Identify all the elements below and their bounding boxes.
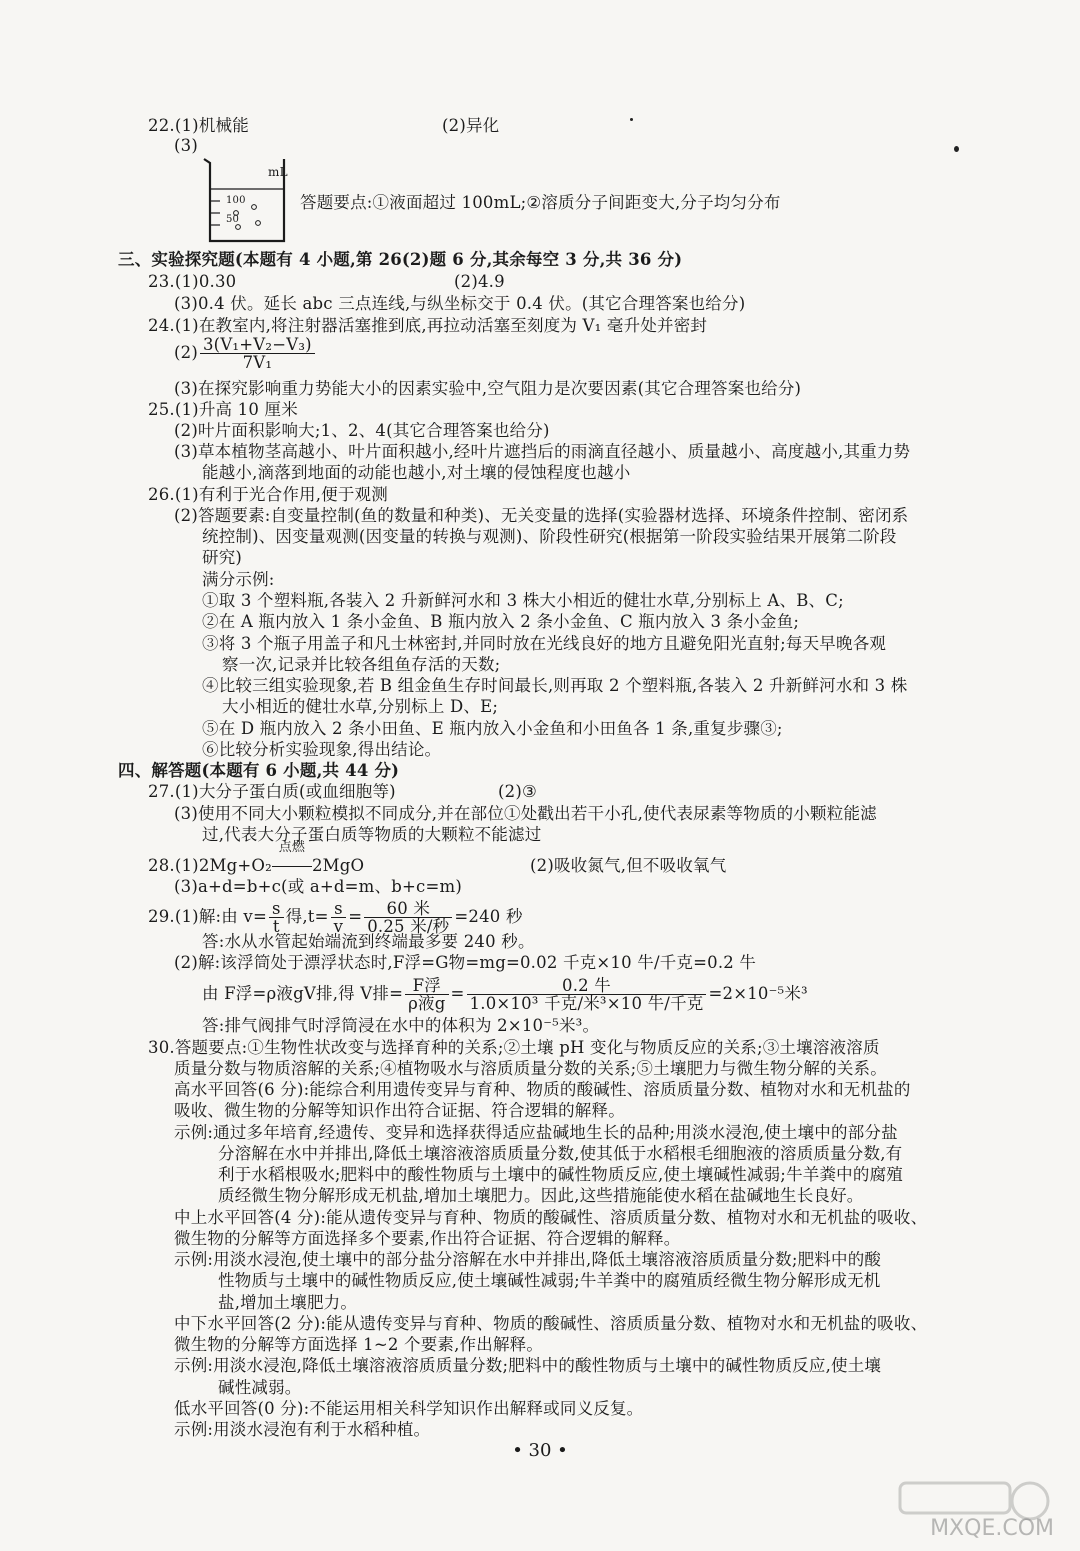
q29-l4-pre: 由 F浮=ρ液gV排,得 V排= <box>202 984 404 1003</box>
scan-speck <box>630 118 633 121</box>
q29-frac5-num: 0.2 牛 <box>467 977 707 995</box>
q24-line1: 24.(1)在教室内,将注射器活塞推到底,再拉动活塞至刻度为 V₁ 毫升处并密封 <box>148 316 708 335</box>
q26-step5: ⑤在 D 瓶内放入 2 条小田鱼、E 瓶内放入小金鱼和小田鱼各 1 条,重复步骤③; <box>202 719 783 738</box>
q23-line1b: (2)4.9 <box>454 272 505 291</box>
q28-products: 2MgO <box>311 856 365 875</box>
q22-answer: 答题要点:①液面超过 100mL;②溶质分子间距变大,分子均匀分布 <box>300 193 781 212</box>
q26-step1: ①取 3 个塑料瓶,各装入 2 升新鲜河水和 3 株大小相近的健壮水草,分别标上 A、B、C; <box>202 591 844 610</box>
q30-line17: 碱性减弱。 <box>218 1378 302 1397</box>
q24-line2 <box>174 336 317 371</box>
scan-speck <box>954 146 959 152</box>
q30-line2: 质量分数与物质溶解的关系;④植物吸水与溶质质量分数的关系;⑤土壤肥力与微生物分解的关系。 <box>174 1059 887 1078</box>
q30-line18: 低水平回答(0 分):不能运用相关科学知识作出解释或同义反复。 <box>174 1399 644 1418</box>
q29-frac-values <box>364 900 452 935</box>
q28-reaction-arrow <box>272 840 312 876</box>
q26-line3: 统控制)、因变量观测(因变量的转换与观测)、阶段性研究(根据第一阶段实验结果开展第二阶段 <box>202 527 897 546</box>
q26-line1: 26.(1)有利于光合作用,便于观测 <box>148 485 388 504</box>
q30-line6: 分溶解在水中并排出,降低土壤溶液溶质质量分数,使其低于水稻根毛细胞液的溶质质量分数,有 <box>218 1144 903 1163</box>
q28-condition: 点燃 <box>278 840 306 855</box>
q24-prefix: (2) <box>174 343 198 362</box>
q24-numerator: 3(V₁+V₂−V₃) <box>200 336 315 354</box>
q29-frac3-num: 60 米 <box>364 900 452 918</box>
q30-line16: 示例:用淡水浸泡,降低土壤溶液溶质质量分数;肥料中的酸性物质与土壤中的碱性物质反应,使土壤 <box>174 1356 882 1375</box>
q24-denominator: 7V₁ <box>242 353 273 372</box>
page-number: • 30 • <box>512 1440 568 1461</box>
beaker-unit-label: mL <box>268 165 288 179</box>
q30-line10: 微生物的分解等方面选择多个要素,作出符合证据、符合逻辑的解释。 <box>174 1229 681 1248</box>
q28-line1b: (2)吸收氮气,但不吸收氧气 <box>530 856 727 875</box>
q29-frac1-num: s <box>269 900 284 918</box>
q22-line1a: 22.(1)机械能 <box>148 116 249 135</box>
q25-line2: (2)叶片面积影响大;1、2、4(其它合理答案也给分) <box>174 421 550 440</box>
q30-line13: 盐,增加土壤肥力。 <box>218 1293 358 1312</box>
q30-line11: 示例:用淡水浸泡,使土壤中的部分盐分溶解在水中并排出,降低土壤溶液溶质质量分数;肥料中的酸 <box>174 1250 882 1269</box>
q24-line3: (3)在探究影响重力势能大小的因素实验中,空气阻力是次要因素(其它合理答案也给分) <box>174 379 802 398</box>
q24-fraction <box>200 336 315 371</box>
q22-line1b: (2)异化 <box>442 116 500 135</box>
q30-line5: 示例:通过多年培育,经遗传、变异和选择获得适应盐碱地生长的品种;用淡水浸泡,使土壤中的部分盐 <box>174 1123 898 1142</box>
q26-step2: ②在 A 瓶内放入 1 条小金鱼、B 瓶内放入 2 条小金鱼、C 瓶内放入 3 条小金鱼; <box>202 612 800 631</box>
q27-line3: 过,代表大分子蛋白质等物质的大颗粒不能滤过 <box>202 825 542 844</box>
q28-line2: (3)a+d=b+c(或 a+d=m、b+c=m) <box>174 877 462 896</box>
q26-step3b: 察一次,记录并比较各组鱼存活的天数; <box>222 655 501 674</box>
q22-line2: (3) <box>174 136 198 155</box>
q29-frac-buoyancy <box>405 977 448 1012</box>
q30-line15: 微生物的分解等方面选择 1~2 个要素,作出解释。 <box>174 1335 544 1354</box>
q28-reactants: 28.(1)2Mg+O₂ <box>148 856 272 875</box>
q25-line3: (3)草本植物茎高越小、叶片面积越小,经叶片遮挡后的雨滴直径越小、质量越小、高度越小,其重力势 <box>174 442 911 461</box>
q29-l4-post: =2×10⁻⁵米³ <box>708 984 808 1003</box>
q29-frac1-den: t <box>272 917 280 936</box>
q29-line5: 答:排气阀排气时浮筒浸在水中的体积为 2×10⁻⁵米³。 <box>202 1016 600 1035</box>
q29-frac-s-over-t <box>269 900 284 935</box>
q29-line4 <box>202 972 808 1016</box>
q29-l1-post: =240 秒 <box>454 907 523 926</box>
q29-frac-volume <box>467 977 707 1012</box>
q29-frac-s-over-v <box>331 900 347 935</box>
q29-l1-pre: 29.(1)解:由 v= <box>148 907 267 926</box>
section3-heading: 三、实验探究题(本题有 4 小题,第 26(2)题 6 分,其余每空 3 分,共 36 分) <box>118 250 683 269</box>
q30-line19: 示例:用淡水浸泡有利于水稻种植。 <box>174 1420 431 1439</box>
q29-frac5-den: 1.0×10³ 千克/米³×10 牛/千克 <box>469 994 704 1013</box>
q25-line1: 25.(1)升高 10 厘米 <box>148 400 298 419</box>
q30-line4: 吸收、微生物的分解等知识作出符合证据、符合逻辑的解释。 <box>174 1101 625 1120</box>
q28-line1 <box>148 840 365 876</box>
q29-frac2-den: v <box>333 917 344 936</box>
q30-line1: 30.答题要点:①生物性状改变与选择育种的关系;②土壤 pH 变化与物质反应的关系;③土壤溶液溶质 <box>148 1038 880 1057</box>
section4-heading: 四、解答题(本题有 6 小题,共 44 分) <box>118 761 400 780</box>
q27-line1b: (2)③ <box>498 782 537 801</box>
q23-line1a: 23.(1)0.30 <box>148 272 237 291</box>
q30-line14: 中下水平回答(2 分):能从遗传变异与育种、物质的酸碱性、溶质质量分数、植物对水和无机盐的吸收、 <box>174 1314 928 1333</box>
q25-line4: 能越小,滴落到地面的动能也越小,对土壤的侵蚀程度也越小 <box>202 463 631 482</box>
q29-l1-mid1: 得,t= <box>285 907 329 926</box>
q26-step6: ⑥比较分析实验现象,得出结论。 <box>202 740 442 759</box>
q29-l1-mid2: = <box>348 907 363 926</box>
q30-line7: 利于水稻根吸水;肥料中的酸性物质与土壤中的碱性物质反应,使土壤碱性减弱;牛羊粪中的腐殖 <box>218 1165 903 1184</box>
q29-frac3-den: 0.25 米/秒 <box>367 917 450 936</box>
q29-line3: (2)解:该浮筒处于漂浮状态时,F浮=G物=mg=0.02 千克×10 牛/千克=0.2 牛 <box>174 953 757 972</box>
q26-step3a: ③将 3 个瓶子用盖子和凡士林密封,并同时放在光线良好的地方且避免阳光直射;每天早晚各观 <box>202 634 887 653</box>
q30-line12: 性物质与土壤中的碱性物质反应,使土壤碱性减弱;牛羊粪中的腐殖质经微生物分解形成无机 <box>218 1271 881 1290</box>
q27-line2: (3)使用不同大小颗粒模拟不同成分,并在部位①处戳出若干小孔,使代表尿素等物质的小颗粒能滤 <box>174 804 877 823</box>
beaker-50-label: 50 <box>226 214 240 225</box>
q26-line4: 研究) <box>202 548 243 567</box>
q30-line9: 中上水平回答(4 分):能从遗传变异与育种、物质的酸碱性、溶质质量分数、植物对水和无机盐的吸收、 <box>174 1208 928 1227</box>
q26-line2: (2)答题要素:自变量控制(鱼的数量和种类)、无关变量的选择(实验器材选择、环境条件控制、密闭系 <box>174 506 909 525</box>
q30-line8: 质经微生物分解形成无机盐,增加土壤肥力。因此,这些措施能使水稻在盐碱地生长良好。 <box>218 1186 864 1205</box>
q29-line2: 答:水从水管起始端流到终端最多要 240 秒。 <box>202 932 535 951</box>
q26-line5: 满分示例: <box>202 570 275 589</box>
q26-step4b: 大小相近的健壮水草,分别标上 D、E; <box>222 697 499 716</box>
q29-frac4-den: ρ液g <box>408 994 446 1013</box>
q23-line2: (3)0.4 伏。延长 abc 三点连线,与纵坐标交于 0.4 伏。(其它合理答案也给分) <box>174 294 746 313</box>
beaker-100-label: 100 <box>226 195 246 206</box>
q27-line1a: 27.(1)大分子蛋白质(或血细胞等) <box>148 782 396 801</box>
q30-line3: 高水平回答(6 分):能综合利用遗传变异与育种、物质的酸碱性、溶质质量分数、植物对水和无机盐的 <box>174 1080 911 1099</box>
q29-frac2-num: s <box>331 900 347 918</box>
q29-frac4-num: F浮 <box>405 977 448 995</box>
q26-step4a: ④比较三组实验现象,若 B 组金鱼生存时间最长,则再取 2 个塑料瓶,各装入 2 升新鲜河水和 3 株 <box>202 676 908 695</box>
watermark-text: MXQE.COM <box>930 1516 1054 1541</box>
q29-l4-mid: = <box>450 984 465 1003</box>
